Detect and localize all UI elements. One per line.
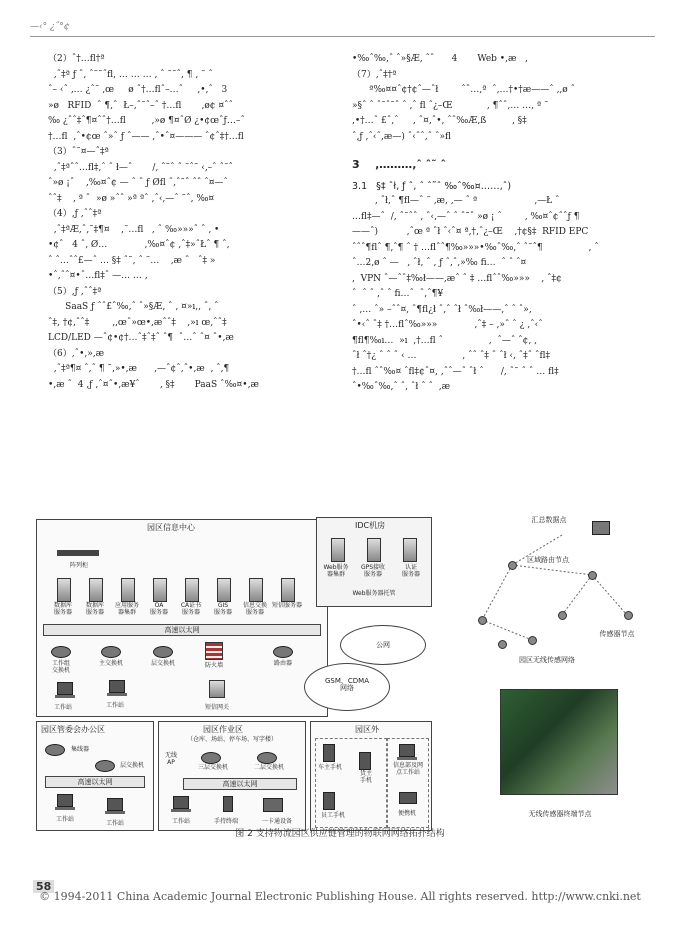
text-line: SaaS ƒ ˆˆ£ˆ‰‚ˆ ˆ»§Æ‚ ˆ ‚ ¤»ı‚‚ ˆ‚ ˆ xyxy=(48,302,219,312)
firewall-icon xyxy=(205,642,223,660)
main-switch-label: 主交换机 xyxy=(98,660,123,667)
ops-terminal-label: 手持终端 xyxy=(213,818,238,825)
page-number: 58 xyxy=(33,880,54,893)
text-line: ¶fl¶‰ı… »ı ‚†…fl ˆ ‚ ˆ—ˆ ˆ¢‚ ‚ xyxy=(352,335,537,346)
outside-device-label: 员工手机 xyxy=(320,812,345,819)
admin-title: 园区管委会办公区 xyxy=(41,725,105,734)
layer-switch-icon xyxy=(153,646,173,658)
sensor-node xyxy=(478,616,487,625)
sms-gateway-label: 短信网关 xyxy=(204,704,229,711)
router-label: 路由器 xyxy=(273,660,292,667)
photo-caption: 无线传感器终端节点 xyxy=(528,810,592,818)
text-line: ˆˆˆ¶flˆ ¶‚ˆ¶ ˆ † …flˆˆ¶‰»»»•‰ˆ‰‚ˆ ˆ˜ˆ¶ ‚ ˆ xyxy=(352,242,599,253)
ops-title: 园区作业区 xyxy=(203,725,243,734)
workstation-icon xyxy=(399,744,415,757)
text-line: 3 ‚………‚ˆ ˆ˜ ˆ xyxy=(352,158,446,171)
main-switch-icon xyxy=(101,646,121,658)
running-head: —‹° ¿ˆ°¢ xyxy=(30,22,70,32)
layer-switch-icon xyxy=(95,760,115,772)
hub-label: 集线器 xyxy=(70,746,89,753)
text-line: ˆ ˆ…ˆˆ£—ˆ … §‡ ˆ˜‚ ˆ ˜… ‚æ ˆ ˆ‡ » xyxy=(48,255,216,266)
server-icon xyxy=(153,578,167,602)
workstation-label: 工作站 xyxy=(53,704,72,711)
sensor-node xyxy=(588,571,597,580)
text-line: ‚ˆ‡ª¶¤ ˆ‚ˆ ¶ ˜‚»•‚æ ‚—ˆ¢ˆ‚ˆ•‚æ ‚ ˆ‚¶ xyxy=(48,364,230,374)
idc-server-label: Web服务 器集群 xyxy=(323,564,349,578)
copyright-footer: © 1994-2011 China Academic Journal Electronic Publishing House. All rights reserved. http://www.cnki.net xyxy=(39,890,641,903)
text-line: ˆ…2‚ø ˆ — ‚ ˆł‚ ˆ ‚ ƒ ˆ‚ˆ‚»‰ fi… ˆ ˆ ˆ¤ xyxy=(352,258,527,268)
server-label: OA 服务器 xyxy=(149,602,168,616)
server-label: 应用服务 器集群 xyxy=(114,602,139,616)
text-line: ˆ•‰ˆ‰‚ˆ ˆ‚ ˆł ˆ ˆ ‚æ xyxy=(352,382,451,392)
server-label: GIS 服务器 xyxy=(213,602,232,616)
idc-box xyxy=(316,517,432,607)
figure-caption: 图 2 支持物流园区供应链管理的物联网网络拓扑结构 xyxy=(235,829,445,839)
server-label: 数据库 服务器 xyxy=(85,602,104,616)
outside-device-label: 车主手机 xyxy=(317,764,342,771)
idc-server-label: GPS接收 服务器 xyxy=(360,564,386,578)
wsn-links xyxy=(442,515,655,675)
workstation-icon xyxy=(109,680,125,693)
rack-icon xyxy=(57,550,99,556)
server-label: 短信服务器 xyxy=(271,602,302,609)
center-ethernet-bar: 高速以太网 xyxy=(43,624,321,636)
right-column xyxy=(352,52,652,396)
laptop-icon xyxy=(399,792,417,804)
text-line: （7）‚ˆ‡†ª xyxy=(352,69,397,80)
text-line: ˆ•‹ˆ ˆ‡ †…flˆ‰»»» ‚ˆ‡ – ‚»ˆ ˆ ¿ ‚ˆ‹ˆ xyxy=(352,320,543,330)
outside-device-label: 信息部及网 点工作站 xyxy=(392,762,423,776)
network-topology-figure xyxy=(30,515,655,841)
text-line: ˆł ˆ†¿ ˆ ˆ ˆ ‹ … ‚ ˆˆ ˆ‡ ˆ ˆł ‹‚ ˆ‡ˆ ˆfl‡ xyxy=(352,351,551,361)
workstation-icon xyxy=(57,794,73,807)
ops-subtitle: （仓库、场站、停车场、写字楼） xyxy=(186,736,277,743)
layer3-switch-label: 三层交换机 xyxy=(197,764,228,771)
text-line: ‚ ˆł‚ˆ ¶fl—ˆ ˜ ‚æ‚ ‚— ˆ ª ‚—Ł ˆ xyxy=(352,196,560,206)
server-icon xyxy=(331,538,345,562)
layer-switch-label: 层交换机 xyxy=(119,762,144,769)
outside-title: 园区外 xyxy=(355,725,379,734)
workgroup-switch-label: 工作组 交换机 xyxy=(51,660,70,674)
text-line: （2）ˆ†…fl†ª xyxy=(48,54,105,64)
text-line: ‚ˆ‡ªÆ‚ˆ‚˜‡¶¤ ‚˜…fl ‚ ˆ ‰»»»ˆ ˆ ‚ • xyxy=(48,224,220,235)
left-column xyxy=(48,52,333,393)
ops-terminal-label: 一卡通设备 xyxy=(261,818,292,825)
sensor-node xyxy=(558,611,567,620)
router-node xyxy=(508,561,517,570)
text-line: ˆ ˆ ˆ ‚ˆ ˆ fi…ˆ ˆ‚ˆ¶¥ xyxy=(352,289,444,299)
text-line: ˆ‡‚ †¢‚ˆˆ‡ ‚‚œˆ»œ•‚æˆˆ‡ ‚»ı œ‚ˆˆ‡ xyxy=(48,317,227,328)
server-icon xyxy=(403,538,417,562)
text-line: ˆˆ‡ ‚ ª ˆ »ø »ˆˆ »ª ªˆ ‚ˆ‹‚—ˆ ˜ˆ‚ ‰¤ xyxy=(48,193,215,204)
workgroup-switch-icon xyxy=(51,646,71,658)
rack-label: 阵列柜 xyxy=(69,562,88,569)
sensor-node xyxy=(498,640,507,649)
text-line: （5）‚ƒ ‚ˆˆ‡ª xyxy=(48,286,102,297)
gsm-label: GSM、CDMA 网络 xyxy=(324,677,369,692)
text-line: •‚æ ˆ 4 ‚ƒ ‚ˆ¤ˆ•‚æ¥ˆ ‚ §‡ PaaS ˆ‰¤•‚æ xyxy=(48,379,259,390)
workstation-label: 工作站 xyxy=(55,816,74,823)
text-line: （3）ˆ˜¤—ˆ‡ª xyxy=(48,147,109,157)
sink-icon xyxy=(592,521,610,535)
text-line: »ø RFID ˆ ¶‚ˆ Ł–‚ˆ˜ˆ–ˆ †…fl ‚ø¢ ¤ˆˆ xyxy=(48,100,234,111)
info-center-box xyxy=(36,519,328,717)
ops-terminal-label: 工作站 xyxy=(171,818,190,825)
phone-icon xyxy=(359,752,371,770)
server-label: 信息交换 服务器 xyxy=(242,602,267,616)
sensor-node xyxy=(624,611,633,620)
text-line: ‰ ¿ˆˆ‡ˆ¶¤ˆˆ†…fl ‚»ø ¶¤ˆØ ¿•¢œˆƒ…–ˆ xyxy=(48,116,245,126)
hub-icon xyxy=(45,744,65,756)
text-line: LCD/LED —ˆ¢•¢†…ˆ‡ˆ‡ˆ ˆ¶ ˆ…ˆ ˆ¤ ˆ•‚æ xyxy=(48,333,234,343)
text-line: ——ˆ) ‚ˆœ ª ˆł ˆ‹ˆ¤ ª‚†‚ˆ¿–Œ ‚†¢§‡ RFID EPC xyxy=(352,227,589,237)
text-line: ˆ»ø ¡ˆ ‚‰¤ˆ¢ — ˆ ˆ ƒ Øfl ˆ‚ˆ˜ˆ ˆˆ ˆ¤—ˆ xyxy=(48,178,228,188)
server-icon xyxy=(281,578,295,602)
phone-icon xyxy=(323,744,335,762)
text-line: ˆ‚ƒ ‚ˆ‹ˆ‚æ—) ˆ‹ˆˆ‚ˆ ˆ»fl xyxy=(352,131,452,142)
layer2-switch-icon xyxy=(257,752,277,764)
text-line: （6）‚ˆ•‚»‚æ xyxy=(48,348,105,359)
workstation-label: 工作站 xyxy=(105,702,124,709)
layer2-switch-label: 二层交换机 xyxy=(253,764,284,771)
sensor-node-label: 传感器节点 xyxy=(599,630,635,638)
sensor-board-photo xyxy=(500,689,618,795)
server-icon xyxy=(217,578,231,602)
workstation-icon xyxy=(57,682,73,695)
server-icon xyxy=(249,578,263,602)
server-icon xyxy=(121,578,135,602)
firewall-label: 防火墙 xyxy=(204,662,223,669)
text-line: ‚•†…ˆ £ˆ‚ˆ ‚ ˆ¤‚ˆ•‚ ˆˆ‰Æ‚ß ‚ §‡ xyxy=(352,116,527,126)
wsn-caption: 园区无线传感网络 xyxy=(519,656,575,664)
layer-switch-label: 层交换机 xyxy=(150,660,175,667)
text-line: ‚ VPN ˆ—ˆˆ‡‰ł——‚æˆ ˆ ‡ …flˆˆ‰»»» ‚ ˆ‡¢ xyxy=(352,273,562,284)
workstation-icon xyxy=(173,796,189,809)
router-node-label: 区域路由节点 xyxy=(527,556,569,564)
text-line: †…fl ˆˆ‰¤ ˆfl‡¢ˆ¤‚ ‚ˆˆ—ˆ ˆł ˆ /‚ ˆ˜ ˆ ˆ … fl‡ xyxy=(352,366,559,377)
idc-title: IDC机房 xyxy=(355,521,386,530)
idc-server-label: 认证 服务器 xyxy=(401,564,420,578)
text-line: …fl‡—ˆ /‚ ˆ˜ˆˆ ‚ ˆ‹‚—ˆ ˆ ˆ˜ˆ »ø ¡ ˆ ‚ ‰¤ˆ¢ˆˆƒ ¶ xyxy=(352,211,580,222)
server-icon xyxy=(57,578,71,602)
text-line: ª‰¤¤ˆ¢†¢ˆ—ˆł ˆˆ…‚ª ˆ‚…†•†æ——ˆ ‚‚ø ˆ xyxy=(352,85,576,95)
layer3-switch-icon xyxy=(201,752,221,764)
admin-ethernet-bar: 高速以太网 xyxy=(45,776,145,788)
workstation-label: 工作站 xyxy=(105,820,124,827)
outside-box xyxy=(310,721,432,831)
public-net-label: 公网 xyxy=(376,641,390,649)
outside-device-label: 便携机 xyxy=(397,810,416,817)
text-line: ˆ ‚… ˆ» –ˆˆ¤‚ ˆ¶fl¿ł ˆ‚ˆ ˆł ˆ‰ł——‚ˆ ˆ ˆ»‚ xyxy=(352,304,532,315)
server-icon xyxy=(367,538,381,562)
admin-box xyxy=(36,721,154,831)
ops-ethernet-bar: 高速以太网 xyxy=(183,778,297,790)
wireless-ap-label: 无线 AP xyxy=(164,752,177,766)
text-line: （4）‚ƒ ‚ˆˆ‡ª xyxy=(48,209,102,219)
workstation-icon xyxy=(107,798,123,811)
text-line: †…fl ‚ˆ•¢œ ˆ»ˆ ƒ ˆ—— ‚ˆ•ˆ¤——— ˆ¢ˆ‡†…fl xyxy=(48,131,244,142)
ops-box xyxy=(158,721,306,831)
header-rule xyxy=(30,36,655,37)
idc-footer: Web服务器托管 xyxy=(352,590,396,597)
text-line: ‚ˆ‡ª ƒ ˆ‚ ˆ˜˜ˆfl‚ … … … ‚ ˆ ˜˜ˆ‚ ¶ ‚ ˜ ˆ xyxy=(48,69,213,80)
handheld-icon xyxy=(223,796,233,812)
sms-gateway-icon xyxy=(209,680,225,698)
server-label: 数据库 服务器 xyxy=(53,602,72,616)
server-icon xyxy=(89,578,103,602)
outside-device-label: 货主 手机 xyxy=(359,770,372,784)
text-line: •¢ˆ 4 ˆ‚ Ø… ‚‰¤ˆ¢ ‚ˆ‡»ˆŁˆ ¶ ˆ‚ xyxy=(48,240,230,250)
server-label: CA证书 服务器 xyxy=(180,602,202,616)
text-line: 3.1 §‡ ˆł‚ ƒ ˆ‚ ˆ ˆ˜ˆ ‰ˆ‰¤……‚ˆ) xyxy=(352,180,512,192)
sensor-node xyxy=(528,636,537,645)
server-icon xyxy=(185,578,199,602)
text-line: •‰ˆ‰‚ˆ ˆ»§Æ‚ ˆˆ 4 Web •‚æ ‚ xyxy=(352,54,528,64)
public-net-cloud xyxy=(340,625,426,665)
info-center-title: 园区信息中心 xyxy=(147,523,195,532)
card-reader-icon xyxy=(263,798,283,812)
sink-label: 汇总数据点 xyxy=(531,516,567,524)
text-line: ˆ– ‹ˆ ‚… ¿ˆ˜ ‚œ ø ˆ†…flˆ–…ˆ ‚•‚ˆ 3 xyxy=(48,85,228,95)
router-icon xyxy=(273,646,293,658)
text-line: •ˆ‚ˆˆ¤•ˆ…fl‡ˆ —… … ‚ xyxy=(48,271,148,281)
phone-icon xyxy=(323,792,335,810)
gsm-cloud xyxy=(304,663,390,711)
text-line: ‚ˆ‡ªˆˆ…fl‡‚ˆ ˆ ł—ˆ /‚ ˆ˜ˆ ˆ ˜ˆ˜ ‹‚–ˆ ˆ˜ˆ xyxy=(48,162,234,173)
text-line: »§ˆ ˆ ˆ˜ˆ˜ˆ ˆ ‚ˆ fl ˆ¿–Œ ‚ ¶ˆˆ‚… …‚ ª ˜ xyxy=(352,100,549,111)
wsn-diagram xyxy=(442,515,655,675)
